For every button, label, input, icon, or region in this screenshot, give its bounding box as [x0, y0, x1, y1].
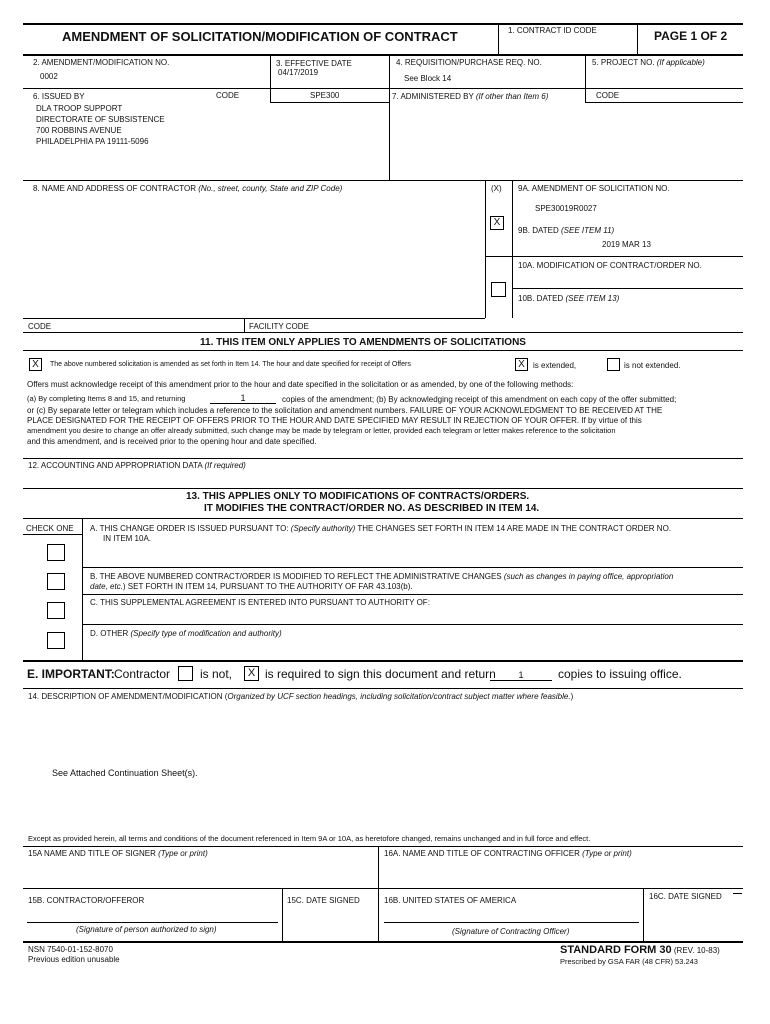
amendment-solicitation-value[interactable]: SPE30019R0027: [535, 204, 597, 213]
contractor-code-label: CODE: [28, 322, 52, 331]
description-label-text: 14. DESCRIPTION OF AMENDMENT/MODIFICATION (: [28, 692, 228, 701]
change-order-c-text: C. THIS SUPPLEMENTAL AGREEMENT IS ENTERED INTO PURSUANT TO AUTHORITY OF:: [90, 598, 430, 607]
change-order-a-note: (Specify authority): [290, 524, 356, 533]
signer-name-note: (Type or print): [158, 849, 208, 858]
previous-edition-note: Previous edition unusable: [28, 955, 120, 964]
description-body[interactable]: See Attached Continuation Sheet(s).: [52, 768, 198, 778]
facility-code-label: FACILITY CODE: [249, 322, 309, 331]
change-order-a-label: A. THIS CHANGE ORDER IS ISSUED PURSUANT TO:: [90, 524, 289, 533]
amendment-solicitation-label: 9A. AMENDMENT OF SOLICITATION NO.: [518, 184, 670, 193]
change-order-a-label-2: THE CHANGES SET FORTH IN ITEM 14 ARE MADE IN THE CONTRACT ORDER NO.: [357, 524, 672, 533]
contractor-name-note: (No., street, county, State and ZIP Code): [198, 184, 343, 193]
issuer-address-line-1: DLA TROOP SUPPORT: [36, 104, 123, 113]
effective-date-label: 3. EFFECTIVE DATE: [276, 59, 352, 68]
important-copies-label: copies to issuing office.: [558, 667, 682, 681]
checkbox-10a[interactable]: [491, 282, 506, 297]
change-order-a-text: [90, 524, 671, 533]
change-order-b-note: (such as changes in paying office, appropriation: [503, 572, 674, 581]
description-note: Organized by UCF section headings, including solicitation/contract subject matter where feasible.: [227, 692, 571, 701]
important-copies-value[interactable]: 1: [490, 670, 552, 681]
dated-10b-label: [518, 294, 619, 303]
issuer-address-line-4: PHILADELPHIA PA 19111-5096: [36, 137, 149, 146]
signer-name-label: [28, 849, 208, 858]
officer-signature-caption: (Signature of Contracting Officer): [452, 927, 570, 936]
administered-by-label-text: 7. ADMINISTERED BY: [392, 92, 474, 101]
officer-name-label: [384, 849, 632, 858]
prescribed-by: Prescribed by GSA FAR (48 CFR) 53.243: [560, 957, 698, 966]
dated-10b-label-text: 10B. DATED: [518, 294, 564, 303]
description-close: ): [570, 692, 574, 701]
contractor-name-label: [33, 184, 342, 193]
not-extended-label: is not extended.: [624, 361, 681, 370]
method-a-text: (a) By completing Items 8 and 15, and returning: [27, 394, 186, 403]
contractor-date-signed-label: 15C. DATE SIGNED: [287, 896, 360, 905]
accounting-data-note: (If required): [204, 461, 246, 470]
standard-form-name: STANDARD FORM 30: [560, 944, 672, 956]
change-order-b-label-2: ) SET FORTH IN ITEM 14, PURSUANT TO THE AUTHORITY OF FAR 43.103(b).: [122, 582, 413, 591]
standard-form-rev: (REV. 10-83): [673, 946, 720, 955]
administered-by-note: (If other than Item 6): [475, 92, 549, 101]
issuer-address-line-3: 700 ROBBINS AVENUE: [36, 126, 122, 135]
modification-contract-label: 10A. MODIFICATION OF CONTRACT/ORDER NO.: [518, 261, 702, 270]
checkbox-is-required[interactable]: X: [244, 666, 259, 681]
issued-by-label: 6. ISSUED BY: [33, 92, 85, 101]
change-order-d-label: D. OTHER: [90, 629, 129, 638]
change-order-b-text-2: [90, 582, 413, 591]
project-no-label: [592, 58, 705, 67]
dated-9b-label: [518, 226, 614, 235]
form-title: AMENDMENT OF SOLICITATION/MODIFICATION OF CONTRACT: [62, 29, 458, 44]
project-no-label-text: 5. PROJECT NO.: [592, 58, 655, 67]
method-b-text: copies of the amendment; (b) By acknowledging receipt of this amendment on each copy of the offer submitted;: [282, 395, 677, 404]
change-order-b-text: [90, 572, 673, 581]
contractor-signature-caption: (Signature of person authorized to sign): [76, 925, 217, 934]
method-c-text-2: PLACE DESIGNATED FOR THE RECEIPT OF OFFERS PRIOR TO THE HOUR AND DATE SPECIFIED MAY RESULT IN REJECTION OF YOUR OFFER. If by virtue of this: [27, 416, 642, 425]
description-label: [28, 692, 573, 701]
usa-label: 16B. UNITED STATES OF AMERICA: [384, 896, 517, 905]
issued-by-code-value[interactable]: SPE300: [310, 91, 340, 100]
copies-returned-value[interactable]: 1: [210, 393, 276, 404]
accounting-data-label-text: 12. ACCOUNTING AND APPROPRIATION DATA: [28, 461, 203, 470]
important-contractor: Contractor: [114, 667, 171, 681]
checkbox-13d[interactable]: [47, 632, 65, 649]
method-c-text-3: amendment you desire to change an offer already submitted, such change may be made by telegram or letter, provided each telegram or letter makes reference to the solicitation: [27, 426, 616, 435]
checkbox-13c[interactable]: [47, 602, 65, 619]
effective-date-value[interactable]: 04/17/2019: [278, 68, 319, 77]
dated-9b-note: (SEE ITEM 11): [560, 226, 615, 235]
nsn-number: NSN 7540-01-152-8070: [28, 945, 113, 954]
dated-9b-label-text: 9B. DATED: [518, 226, 559, 235]
check-column-header: (X): [491, 184, 502, 193]
important-is-not: is not,: [200, 667, 233, 681]
change-order-b-label: B. THE ABOVE NUMBERED CONTRACT/ORDER IS MODIFIED TO REFLECT THE ADMINISTRATIVE CHANGES: [90, 572, 502, 581]
accounting-data-label: [28, 461, 246, 470]
item-13-heading-1: 13. THIS APPLIES ONLY TO MODIFICATIONS OF CONTRACTS/ORDERS.: [186, 491, 530, 502]
officer-name-note: (Type or print): [582, 849, 632, 858]
change-order-b-note-2: date, etc.: [90, 582, 123, 591]
except-text: Except as provided herein, all terms and conditions of the document referenced in Item 9A or 10A, as heretofore changed, remains unchanged and in full force and effect.: [28, 834, 591, 843]
dated-9b-value[interactable]: 2019 MAR 13: [602, 240, 651, 249]
change-order-a-text-3: IN ITEM 10A.: [103, 534, 152, 543]
important-label: E. IMPORTANT:: [27, 667, 115, 681]
is-extended-label: is extended,: [533, 361, 577, 370]
change-order-d-text: [90, 629, 282, 638]
item-11-heading: 11. THIS ITEM ONLY APPLIES TO AMENDMENTS OF SOLICITATIONS: [200, 337, 526, 348]
checkbox-is-not[interactable]: [178, 666, 193, 681]
contractor-offeror-label: 15B. CONTRACTOR/OFFEROR: [28, 896, 145, 905]
checkbox-is-extended[interactable]: X: [515, 358, 528, 371]
check-one-label: CHECK ONE: [26, 524, 74, 533]
method-c-text-4: and this amendment, and is received prior to the opening hour and date specified.: [27, 437, 317, 446]
amendment-no-label: 2. AMENDMENT/MODIFICATION NO.: [33, 58, 170, 67]
checkbox-9a[interactable]: X: [490, 216, 504, 230]
officer-date-signed-label: 16C. DATE SIGNED: [649, 892, 722, 901]
offers-acknowledge-text: Offers must acknowledge receipt of this amendment prior to the hour and date specified in the solicitation or as amended, by one of the following methods:: [27, 380, 574, 389]
method-c-text-1: or (c) By separate letter or telegram which includes a reference to the solicitation and amendment numbers. FAILURE OF YOUR ACKNOWLEDGMENT TO BE RECEIVED AT THE: [27, 406, 663, 415]
dated-10b-note: (SEE ITEM 13): [565, 294, 620, 303]
issued-by-code-label: CODE: [216, 91, 240, 100]
change-order-d-note: (Specify type of modification and authority): [130, 629, 282, 638]
issuer-address-line-2: DIRECTORATE OF SUBSISTENCE: [36, 115, 165, 124]
checkbox-13a[interactable]: [47, 544, 65, 561]
project-no-note: (If applicable): [656, 58, 705, 67]
contractor-name-label-text: 8. NAME AND ADDRESS OF CONTRACTOR: [33, 184, 196, 193]
item-13-heading-2: IT MODIFIES THE CONTRACT/ORDER NO. AS DESCRIBED IN ITEM 14.: [204, 503, 540, 514]
requisition-label: 4. REQUISITION/PURCHASE REQ. NO.: [396, 58, 542, 67]
item-11-line-1: The above numbered solicitation is amended as set forth in Item 14. The hour and date specified for receipt of Offers: [50, 361, 411, 368]
important-is-required: is required to sign this document and return: [265, 667, 496, 681]
standard-form-title: [560, 944, 720, 957]
amendment-no-value[interactable]: 0002: [40, 72, 58, 81]
contract-id-label: 1. CONTRACT ID CODE: [508, 26, 597, 35]
requisition-value[interactable]: See Block 14: [404, 74, 452, 83]
checkbox-13b[interactable]: [47, 573, 65, 590]
checkbox-solicitation-amended[interactable]: X: [29, 358, 42, 371]
checkbox-not-extended[interactable]: [607, 358, 620, 371]
administered-by-code-label: CODE: [596, 91, 620, 100]
officer-name-label-text: 16A. NAME AND TITLE OF CONTRACTING OFFICER: [384, 849, 580, 858]
administered-by-label: [392, 92, 548, 101]
signer-name-label-text: 15A NAME AND TITLE OF SIGNER: [28, 849, 156, 858]
page-number: PAGE 1 OF 2: [654, 29, 728, 43]
